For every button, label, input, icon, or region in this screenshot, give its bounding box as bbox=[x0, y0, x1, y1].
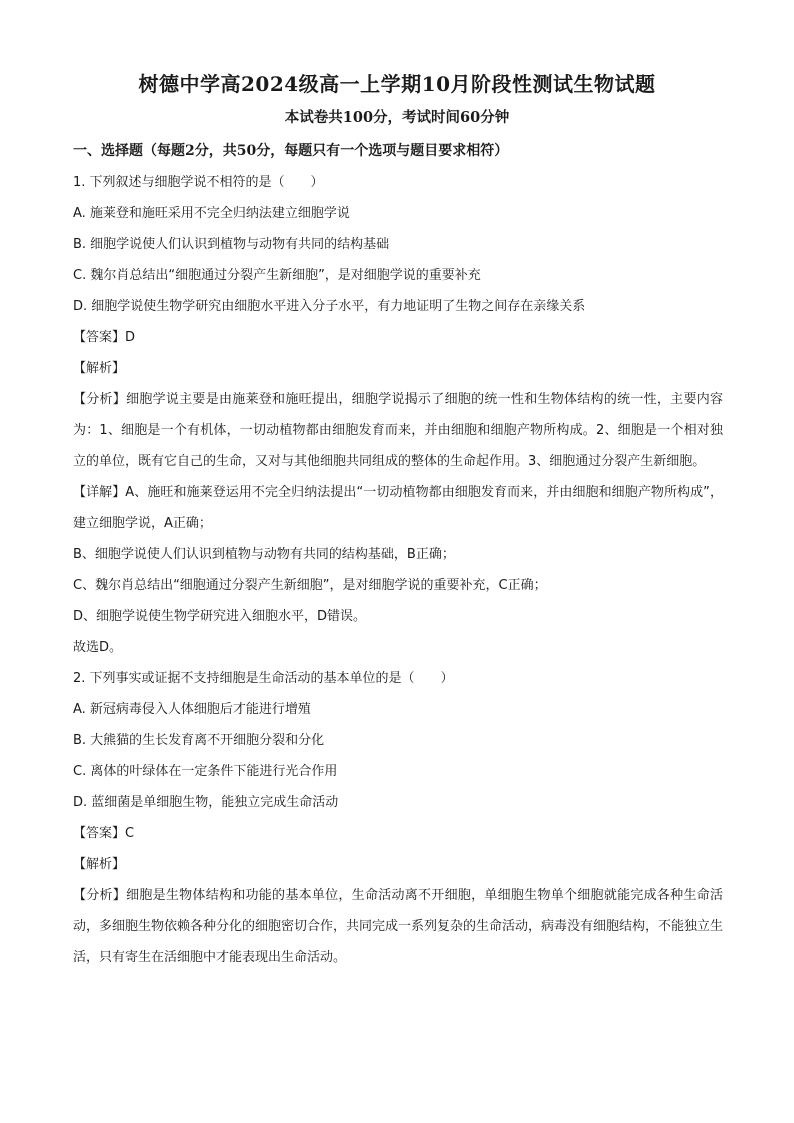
question-1-detail-b: B、细胞学说使人们认识到植物与动物有共同的结构基础，B正确； bbox=[73, 547, 455, 562]
question-1-detail-c: C、魏尔肖总结出“细胞通过分裂产生新细胞”，是对细胞学说的重要补充，C正确； bbox=[73, 578, 547, 593]
question-1-answer: 【答案】D bbox=[73, 330, 136, 345]
question-1-stem: 1. 下列叙述与细胞学说不相符的是（ ） bbox=[73, 175, 324, 190]
question-2-analysis: 【分析】细胞是生物体结构和功能的基本单位，生命活动离不开细胞，单细胞生物单个细胞就能完成各种生命活动，多细胞生物依赖各种分化的细胞密切合作，共同完成一系列复杂的生命活动，病毒没有细胞结构，不能独立生活，只有寄生在活细胞中才能表现出生命活动。 bbox=[73, 888, 724, 965]
question-2-option-b: B. 大熊猫的生长发育离不开细胞分裂和分化 bbox=[73, 733, 325, 748]
question-1-option-a: A. 施莱登和施旺采用不完全归纳法建立细胞学说 bbox=[73, 206, 350, 221]
question-1-option-c: C. 魏尔肖总结出“细胞通过分裂产生新细胞”，是对细胞学说的重要补充 bbox=[73, 268, 481, 283]
page-subtitle: 本试卷共100分，考试时间60分钟 bbox=[284, 109, 510, 126]
question-2-answer: 【答案】C bbox=[73, 826, 135, 841]
question-1-detail-d: D、细胞学说使生物学研究进入细胞水平，D错误。 bbox=[73, 609, 367, 624]
question-2-option-d: D. 蓝细菌是单细胞生物，能独立完成生命活动 bbox=[73, 795, 339, 810]
section-heading: 一、选择题（每题2分，共50分，每题只有一个选项与题目要求相符） bbox=[73, 143, 509, 159]
exam-body bbox=[73, 136, 723, 973]
question-1-analysis: 【分析】细胞学说主要是由施莱登和施旺提出，细胞学说揭示了细胞的统一性和生物体结构的统一性，主要内容为：1、细胞是一个有机体，一切动植物都由细胞发育而来，并由细胞和细胞产物所构成。2、细胞是一个相对独立的单位，既有它自己的生命，又对与其他细胞共同组成的整体的生命起作用。3、细胞通过分裂产生新细胞。 bbox=[73, 392, 723, 469]
question-1-option-d: D. 细胞学说使生物学研究由细胞水平进入分子水平，有力地证明了生物之间存在亲缘关系 bbox=[73, 299, 586, 314]
question-2-option-a: A. 新冠病毒侵入人体细胞后才能进行增殖 bbox=[73, 702, 311, 717]
question-1-conclusion: 故选D。 bbox=[73, 640, 123, 655]
question-2-option-c: C. 离体的叶绿体在一定条件下能进行光合作用 bbox=[73, 764, 338, 779]
question-2-analysis-label: 【解析】 bbox=[73, 857, 126, 872]
question-2-stem: 2. 下列事实或证据不支持细胞是生命活动的基本单位的是（ ） bbox=[73, 671, 454, 686]
question-1-analysis-label: 【解析】 bbox=[73, 361, 126, 376]
question-1-detail: 【详解】A、施旺和施莱登运用不完全归纳法提出“一切动植物都由细胞发育而来，并由细胞和细胞产物所构成”，建立细胞学说，A正确； bbox=[73, 485, 723, 531]
page-title: 树德中学高2024级高一上学期10月阶段性测试生物试题 bbox=[138, 72, 656, 96]
question-1-option-b: B. 细胞学说使人们认识到植物与动物有共同的结构基础 bbox=[73, 237, 390, 252]
